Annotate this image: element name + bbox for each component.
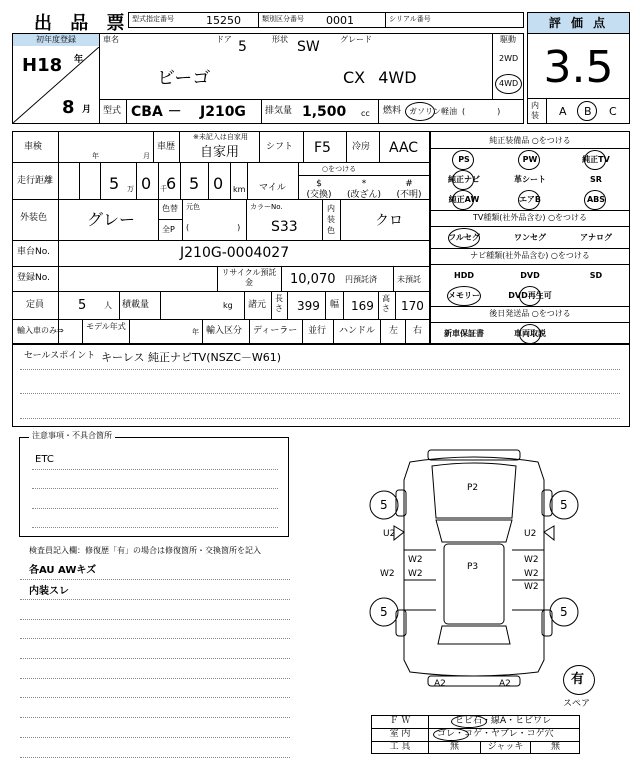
model-prefix: CBA － xyxy=(131,104,182,120)
interior-grade-b-circle xyxy=(577,101,597,121)
shape: SW xyxy=(297,39,320,55)
shift-label: シフト xyxy=(266,142,294,152)
nav-dvd-play: DVD再生可 xyxy=(508,291,552,300)
interior-row-circle xyxy=(433,728,469,741)
month-unit: 月 xyxy=(82,105,92,115)
mark-u2-left: U2 xyxy=(383,529,396,539)
sales-point-label: セールスポイント xyxy=(24,351,96,361)
width-label: 幅 xyxy=(330,300,340,310)
tools-jack: ジャッキ xyxy=(487,742,524,752)
inspector-line-2: 内装スレ xyxy=(29,586,69,597)
model-year-unit: 年 xyxy=(192,328,199,336)
equip-genuine-navi: 純正ナビ xyxy=(448,175,480,184)
inspector-line-1: 各AU AWキズ xyxy=(29,565,97,576)
shaken-month: 月 xyxy=(143,152,150,160)
color-no-label: カラーNo. xyxy=(250,203,283,211)
chassis: J210G-0004027 xyxy=(180,245,290,261)
tv-header: TV種類(社外品含む) ○をつける xyxy=(472,213,588,222)
serial-label: シリアル番号 xyxy=(389,15,431,23)
all-p-label: 全P xyxy=(162,225,175,234)
equip-genuine-tv-circle xyxy=(584,150,606,170)
import-class-label: 輸入区分 xyxy=(206,326,243,336)
tools-b: 無 xyxy=(550,742,560,752)
tire-mark-fr: 5 xyxy=(560,498,568,512)
drive-4wd: 4WD xyxy=(499,79,519,88)
model-year-label: モデル年式 xyxy=(86,322,126,331)
equip-airbag: エアB xyxy=(518,195,542,204)
mile-label: マイル xyxy=(259,183,286,193)
mark-p3: P3 xyxy=(467,562,479,572)
mark-w2-4: W2 xyxy=(408,569,423,579)
nav-memory-circle xyxy=(447,286,481,306)
color: グレー xyxy=(87,210,136,229)
interior-row-label: 室 内 xyxy=(389,729,411,739)
mark-w2-1: W2 xyxy=(408,555,423,565)
mile-opt-tamper: * (改ざん) xyxy=(346,179,382,200)
fuel-paren: ( ) xyxy=(462,107,501,116)
reg-month: 8 xyxy=(62,97,75,118)
equip-pw: PW xyxy=(522,155,538,164)
grade-label: グレード xyxy=(340,35,372,44)
sales-point-text: キーレス 純正ナビTV(NSZC－W61) xyxy=(101,351,282,364)
recycle-label: リサイクル預託金 xyxy=(221,268,277,287)
genuine-header: 純正装備品 ○をつける xyxy=(489,136,571,145)
doc-manual-circle xyxy=(519,324,541,344)
mile-mark-note: ○をつける xyxy=(322,165,357,173)
first-reg-label: 初年度登録 xyxy=(36,35,76,44)
displacement-label: 排気量 xyxy=(265,106,293,116)
equip-ps-circle xyxy=(452,150,474,170)
tools-a: 無 xyxy=(449,742,459,752)
doc-warranty: 新車保証書 xyxy=(444,329,484,338)
tire-mark-rr: 5 xyxy=(560,605,568,619)
grade: CX 4WD xyxy=(343,68,417,87)
mark-w2-5: W2 xyxy=(524,569,539,579)
height: 170 xyxy=(401,299,424,313)
handle-right: 右 xyxy=(413,326,423,336)
tools-label: 工 具 xyxy=(389,742,411,752)
chassis-label: 車台No. xyxy=(17,247,50,257)
model: J210G xyxy=(200,104,246,120)
capacity-unit: 人 xyxy=(104,301,112,310)
tire-mark-rl: 5 xyxy=(380,605,388,619)
handle-left: 左 xyxy=(389,326,399,336)
equip-genuine-aw-circle xyxy=(452,190,474,210)
history: 自家用 xyxy=(200,145,240,160)
color-no: S33 xyxy=(271,219,298,235)
fw-circle xyxy=(451,715,487,728)
shaken-label: 車検 xyxy=(24,142,43,152)
int-color: クロ xyxy=(375,213,403,229)
equip-abs: ABS xyxy=(586,195,606,204)
fuel-2: 軽油 xyxy=(441,107,457,116)
km-unit: km xyxy=(233,185,246,194)
capacity-label: 定員 xyxy=(26,300,45,310)
len-label: 長さ xyxy=(275,294,283,313)
class-no: 0001 xyxy=(326,14,354,27)
recycle-none: 未預託 xyxy=(397,275,421,284)
mark-w2-3: W2 xyxy=(380,569,395,579)
kg-unit: kg xyxy=(223,301,233,310)
notes-line-1: ETC xyxy=(35,454,54,465)
tv-fullseg-circle xyxy=(448,228,480,248)
height-label: 高さ xyxy=(382,294,390,313)
car-name-label: 車名 xyxy=(103,35,119,44)
tv-fullseg: フルセグ xyxy=(448,233,480,242)
type-no: 15250 xyxy=(206,14,241,27)
color-label: 外装色 xyxy=(20,213,48,223)
drive-label: 駆動 xyxy=(500,35,516,44)
mileage-digit-4: 6 xyxy=(166,174,177,193)
car-name: ビーゴ xyxy=(157,68,211,89)
capacity: 5 xyxy=(78,298,87,313)
equip-ps: PS xyxy=(458,155,470,164)
fuel-circle xyxy=(405,102,435,121)
mileage-sen: 千 xyxy=(160,185,167,193)
history-note: ※未記入は自家用 xyxy=(193,133,248,141)
interior-grade-a: A xyxy=(559,105,567,118)
mileage-digit-2: 5 xyxy=(109,174,120,193)
tv-analog: アナログ xyxy=(580,233,612,242)
fuel: ガソリン xyxy=(409,107,441,116)
interior-grade-b: B xyxy=(584,105,592,118)
handle-label: ハンドル xyxy=(339,326,376,336)
spare-label: スペア xyxy=(563,699,591,709)
recycle-unit: 円預託済 xyxy=(345,275,377,284)
equip-leather: 革シート xyxy=(514,175,546,184)
nav-header: ナビ種類(社外品含む) ○をつける xyxy=(470,251,590,260)
drive-4wd-circle xyxy=(495,74,522,94)
mileage-label: 走行距離 xyxy=(17,176,54,186)
mileage-man: 万 xyxy=(127,185,134,193)
width: 169 xyxy=(351,299,374,313)
door-label: ドア xyxy=(216,35,232,44)
history-label: 車歴 xyxy=(157,142,176,152)
class-no-label: 類別区分番号 xyxy=(262,15,304,23)
color-change-label: 色替 xyxy=(162,204,178,213)
interior-grade-c: C xyxy=(609,105,617,118)
parallel-label: 並行 xyxy=(308,326,327,336)
nav-dvd-play-circle xyxy=(519,286,541,306)
orig-color-label: 元色 xyxy=(186,203,200,211)
equip-genuine-tv: 純正TV xyxy=(582,155,610,164)
equip-genuine-navi-circle xyxy=(452,170,474,190)
mark-w2-6: W2 xyxy=(524,582,539,592)
shift: F5 xyxy=(314,140,331,156)
nav-sd: SD xyxy=(589,271,603,280)
mark-u2-right: U2 xyxy=(524,529,537,539)
load-label: 積載量 xyxy=(122,300,150,310)
tire-mark-fl: 5 xyxy=(380,498,388,512)
mileage-digit-5: 5 xyxy=(189,174,200,193)
shape-label: 形状 xyxy=(272,35,288,44)
cc-unit: cc xyxy=(361,109,370,118)
mileage-digit-3: 0 xyxy=(141,174,152,193)
era-year: H18 xyxy=(22,55,63,76)
spare-value: 有 xyxy=(571,672,585,687)
import-label: 輸入車のみ⇒ xyxy=(17,326,64,335)
tv-oneseg: ワンセグ xyxy=(514,233,546,242)
inspector-label: 検査員記入欄：修復歴「有」の場合は修復箇所・交換箇所を記入 xyxy=(29,546,261,555)
interior-label: 内装 xyxy=(531,101,539,120)
dealer-label: ディーラー xyxy=(253,326,298,336)
drive-2wd: 2WD xyxy=(499,54,519,63)
evaluation-score: 3.5 xyxy=(543,42,614,93)
nav-memory: メモリー xyxy=(448,291,480,300)
interior-row-items: ゴレ・コゲ・ヤブレ・コゲ穴 xyxy=(437,729,554,739)
notes-box xyxy=(19,437,289,537)
equip-pw-circle xyxy=(518,150,540,170)
nav-hdd: HDD xyxy=(454,271,474,280)
reg-no-label: 登録No. xyxy=(17,273,50,283)
orig-color-paren: ( ) xyxy=(186,223,241,232)
displacement: 1,500 xyxy=(302,104,347,120)
cooler: AAC xyxy=(389,140,419,156)
recycle-amount: 10,070 xyxy=(290,272,336,287)
doors: 5 xyxy=(238,39,247,55)
equip-sr: SR xyxy=(590,175,602,184)
equip-abs-circle xyxy=(584,190,606,210)
model-label: 型式 xyxy=(103,106,122,116)
mark-a2-right: A2 xyxy=(499,679,511,689)
cooler-label: 冷房 xyxy=(352,142,371,152)
notes-label: 注意事項・不具合箇所 xyxy=(29,432,115,440)
length: 399 xyxy=(297,299,320,313)
year-unit: 年 xyxy=(74,55,84,65)
type-no-label: 型式指定番号 xyxy=(132,15,174,23)
nav-dvd: DVD xyxy=(520,271,540,280)
fw-items: ヒビ石・線A・ヒビワレ xyxy=(455,716,552,726)
mark-p2: P2 xyxy=(467,483,479,493)
int-color-label: 内装色 xyxy=(327,204,335,235)
mark-a2-left: A2 xyxy=(434,679,446,689)
doc-manual: 車両取説 xyxy=(514,329,546,338)
dims-label: 諸元 xyxy=(248,300,267,310)
evaluation-label: 評 価 点 xyxy=(548,16,609,30)
fuel-label: 燃料 xyxy=(383,106,402,116)
docs-header: 後日発送品 ○をつける xyxy=(489,309,571,318)
mileage-digit-6: 0 xyxy=(213,174,224,193)
fw-label: Ｆ Ｗ xyxy=(389,716,411,726)
shaken-year: 年 xyxy=(92,152,99,160)
equip-genuine-aw: 純正AW xyxy=(448,195,480,204)
mile-opt-unknown: # (不明) xyxy=(396,179,422,200)
car-diagram xyxy=(340,440,580,690)
equip-airbag-circle xyxy=(518,190,540,210)
mark-w2-2: W2 xyxy=(524,555,539,565)
page-title: 出 品 票 xyxy=(34,13,131,34)
mile-opt-exchange: $ (交換) xyxy=(306,179,332,200)
